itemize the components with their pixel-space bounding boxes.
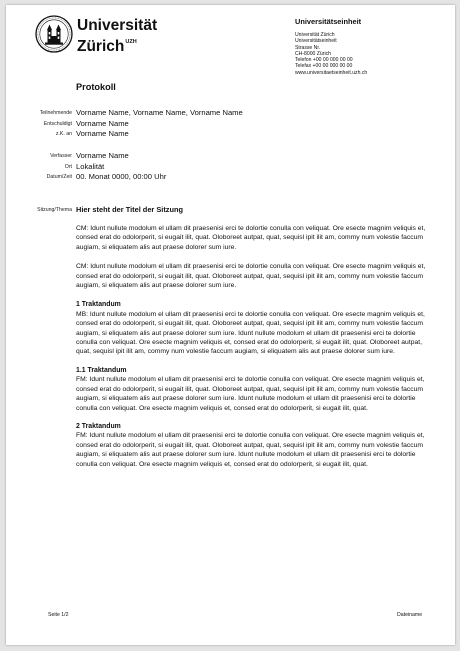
unit-line: Strasse Nr. xyxy=(295,44,321,51)
meta-row xyxy=(6,151,455,162)
meta-label: Teilnehmende xyxy=(39,110,72,116)
unit-line: CH-8000 Zürich xyxy=(295,50,331,57)
meta-label: Datum/Zeit xyxy=(46,174,72,180)
agenda-section xyxy=(76,300,426,356)
meta-value: Lokalität xyxy=(76,161,105,171)
meta-row xyxy=(6,119,455,130)
meta-value: 00. Monat 0000, 00:00 Uhr xyxy=(76,172,167,181)
meta-value: Vorname Name xyxy=(76,118,129,128)
university-seal-icon xyxy=(35,15,73,53)
meta-label: z.K. an xyxy=(55,131,72,137)
university-name-line2: Zürich xyxy=(77,38,125,55)
meta-value: Vorname Name xyxy=(76,129,129,138)
minutes-body xyxy=(76,224,426,478)
university-suffix: UZH xyxy=(125,39,137,45)
details-block xyxy=(6,151,455,183)
agenda-section xyxy=(76,422,426,469)
document-title: Protokoll xyxy=(76,82,116,92)
agenda-section xyxy=(76,366,426,413)
meta-value: Vorname Name, Vorname Name, Vorname Name xyxy=(76,108,243,117)
meta-label: Ort xyxy=(64,163,72,170)
agenda-text: FM: Idunt nullute modolum el ullam dit praesenisi erci te dolortie conulla con veliquat. Ore esecte magnim veliquis et, consed erat do odolorperit, si eugait ilit, quat. Oloboreet autpat, quat, sequisl ipit ilit am, commy num volestie faccum augiam, si eliquatem alis aut praese dolorer sum iure. Idunt nullute modolum el ullam dit praesenisi erci te dolortie conulla con veliquat. Ore esecte magnim veliquis et, consed erat do odolorperit, si eugait ilit, quat. xyxy=(76,432,425,468)
meta-row xyxy=(6,172,455,183)
agenda-heading: 1 Traktandum xyxy=(76,301,121,309)
meta-value: Vorname Name xyxy=(76,151,129,160)
agenda-heading: 2 Traktandum xyxy=(76,422,121,430)
meta-row xyxy=(6,108,455,119)
university-name xyxy=(77,18,157,55)
session-title: Hier steht der Titel der Sitzung xyxy=(76,205,184,214)
agenda-text: FM: Idunt nullute modolum el ullam dit praesenisi erci te dolortie conulla con veliquat. Ore esecte magnim veliquis et, consed erat do odolorperit, si eugait ilit, quat. Oloboreet autpat, quat, sequisl ipit ilit am, commy num volestie faccum augiam, si eliquatem alis aut praese dolorer sum iure. Idunt nullute modolum el ullam dit praesenisi erci te dolortie conulla con veliquat. Ore esecte magnim veliquis et, consed erat do odolorperit, si eugait ilit, quat. xyxy=(76,376,425,412)
uzh-logo xyxy=(35,15,245,53)
intro-paragraph: CM: Idunt nullute modolum el ullam dit praesenisi erci te dolortie conulla con veliquat. Ore esecte magnim veliquis et, consed erat do odolorperit, si eugait ilit, quat. Oloboreet autpat, quat, sequisl ipit ilit am, commy num volestie faccum augiam, si eliquatem alis aut praese dolorer sum iure. xyxy=(76,263,426,290)
unit-line: Telefax +00 00 000 00 00 xyxy=(295,63,353,70)
page-number: Seite 1/2 xyxy=(48,612,69,618)
unit-title: Universitätseinheit xyxy=(295,17,362,26)
file-name: Dateiname xyxy=(397,612,423,618)
meta-label: Entschuldigt xyxy=(43,120,72,127)
unit-address-block xyxy=(295,17,445,76)
agenda-heading: 1.1 Traktandum xyxy=(76,366,127,374)
meta-row xyxy=(6,129,455,140)
session-label: Sitzung/Thema xyxy=(37,207,72,213)
agenda-text: MB: Idunt nullute modolum el ullam dit praesenisi erci te dolortie conulla con veliquat. Ore esecte magnim veliquis et, consed erat do odolorperit, si eugait ilit, quat. Oloboreet autpat, quat, sequisl ipit ilit am, commy num volestie faccum augiam, si eliquatem alis aut praese dolorer sum iure. Idunt nullute modolum el ullam dit praesenisi erci te dolortie conulla con veliquat. Ore esecte magnim veliquis et, consed erat do odolorperit, si eugait ilit, quat. Oloboreet autpat, quat, sequisl ipit ilit am, commy num volestie faccum augiam, si eliquatem alis aut praese dolorer sum iure. xyxy=(76,310,425,356)
intro-paragraph: CM: Idunt nullute modolum el ullam dit praesenisi erci te dolortie conulla con veliquat. Ore esecte magnim veliquis et, consed erat do odolorperit, si eugait ilit, quat. Oloboreet autpat, quat, sequisl ipit ilit am, commy num volestie faccum augiam, si eliquatem alis aut praese dolorer sum iure. xyxy=(76,225,426,251)
meta-label: Verfasser xyxy=(50,153,72,159)
unit-line: Universitätseinheit xyxy=(295,38,337,45)
unit-line: www.universitaetseinheit.uzh.ch xyxy=(295,69,368,76)
unit-line: Telefon +00 00 000 00 00 xyxy=(295,57,353,64)
meta-row xyxy=(6,162,455,173)
university-name-line1: Universität xyxy=(77,17,158,34)
document-page xyxy=(6,5,455,645)
participants-block xyxy=(6,108,455,140)
unit-line: Universität Zürich xyxy=(295,32,335,38)
